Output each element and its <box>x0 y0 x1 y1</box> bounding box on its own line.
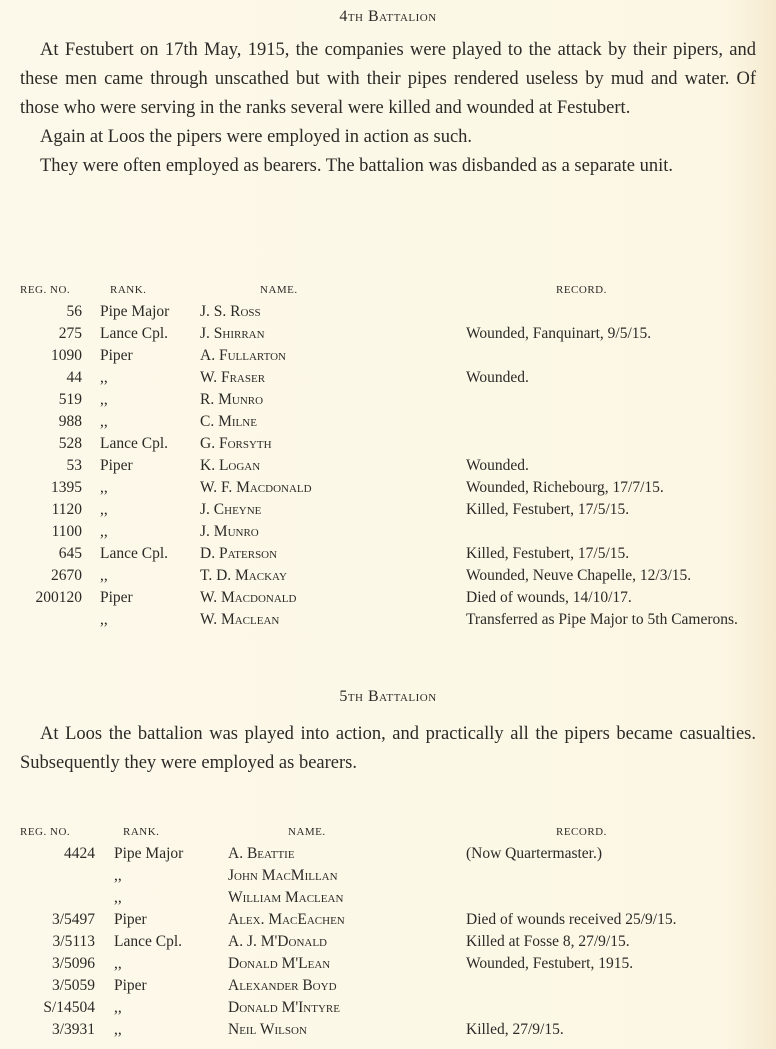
rank: ,, <box>100 611 108 628</box>
table-row <box>0 609 776 631</box>
name: A. Beattie <box>228 845 295 862</box>
table-row <box>0 301 776 323</box>
table-row <box>0 587 776 609</box>
table-header <box>0 279 776 301</box>
rank: ,, <box>114 889 122 906</box>
rank: Piper <box>100 589 133 606</box>
reg-no: 3/5096 <box>51 955 95 972</box>
record: Wounded, Richebourg, 17/7/15. <box>466 479 664 496</box>
record <box>466 997 756 1019</box>
reg-no: 3/5059 <box>51 977 95 994</box>
record: Wounded, Festubert, 1915. <box>466 955 634 972</box>
reg-no: 53 <box>66 457 82 474</box>
table-row <box>0 1019 776 1041</box>
section-title-4th-battalion: 4th Battalion <box>339 8 437 25</box>
reg-no: 275 <box>58 325 82 342</box>
record: Killed at Fosse 8, 27/9/15. <box>466 933 630 950</box>
name: W. Maclean <box>200 611 280 628</box>
rank: Piper <box>114 911 147 928</box>
record <box>466 975 756 997</box>
reg-no: 519 <box>58 391 82 408</box>
record: Wounded. <box>466 457 529 474</box>
rank: Pipe Major <box>100 303 170 320</box>
name: W. Fraser <box>200 369 266 386</box>
reg-no: 1100 <box>51 523 82 540</box>
name: J. Shirran <box>200 325 265 342</box>
record: Killed, 27/9/15. <box>466 1021 564 1038</box>
section-text-4th <box>20 36 756 181</box>
record <box>466 389 756 411</box>
table-row <box>0 433 776 455</box>
name: A. J. M'Donald <box>228 933 327 950</box>
table-row <box>0 953 776 975</box>
name: Alex. MacEachen <box>228 911 345 928</box>
name: T. D. Mackay <box>200 567 287 584</box>
name: C. Milne <box>200 413 257 430</box>
column-header: REG. NO. <box>20 284 71 296</box>
table-row <box>0 499 776 521</box>
section-text-5th <box>20 720 756 778</box>
roster-table-5th <box>0 821 776 1041</box>
rank: Lance Cpl. <box>100 545 169 562</box>
table-row <box>0 411 776 433</box>
name: R. Munro <box>200 391 264 408</box>
table-row <box>0 389 776 411</box>
table-row <box>0 345 776 367</box>
table-row <box>0 843 776 865</box>
record <box>466 411 756 433</box>
reg-no <box>0 887 95 909</box>
rank: Piper <box>100 347 133 364</box>
name: John MacMillan <box>228 867 338 884</box>
record <box>466 521 756 543</box>
table-row <box>0 909 776 931</box>
paragraph: Again at Loos the pipers were employed in action as such. <box>40 127 473 147</box>
paragraph: They were often employed as bearers. The battalion was disbanded as a separate unit. <box>40 156 674 176</box>
reg-no: S/14504 <box>43 999 95 1016</box>
reg-no: 44 <box>66 369 82 386</box>
record <box>466 865 756 887</box>
table-row <box>0 975 776 997</box>
reg-no: 3/3931 <box>51 1021 95 1038</box>
table-row <box>0 565 776 587</box>
name: Alexander Boyd <box>228 977 337 994</box>
section-title-5th-battalion: 5th Battalion <box>339 688 437 705</box>
table-row <box>0 521 776 543</box>
table-header <box>0 821 776 843</box>
table-row <box>0 931 776 953</box>
rank: ,, <box>100 567 108 584</box>
rank: Piper <box>100 457 133 474</box>
table-row <box>0 477 776 499</box>
reg-no: 528 <box>58 435 82 452</box>
record <box>466 301 756 323</box>
name: G. Forsyth <box>200 435 272 452</box>
rank: Piper <box>114 977 147 994</box>
record: Killed, Festubert, 17/5/15. <box>466 545 630 562</box>
rank: ,, <box>100 501 108 518</box>
name: Donald M'Intyre <box>228 999 340 1016</box>
reg-no: 3/5113 <box>52 933 95 950</box>
table-row <box>0 323 776 345</box>
paragraph: At Loos the battalion was played into action, and practically all the pipers became casualties. Subsequently they were employed as bearers. <box>20 724 756 773</box>
rank: ,, <box>114 955 122 972</box>
rank: ,, <box>100 479 108 496</box>
column-header: RANK. <box>123 826 160 838</box>
reg-no: 2670 <box>51 567 82 584</box>
table-row <box>0 887 776 909</box>
column-header: RANK. <box>110 284 147 296</box>
record: Wounded, Fanquinart, 9/5/15. <box>466 325 652 342</box>
rank: Lance Cpl. <box>100 325 169 342</box>
table-row <box>0 997 776 1019</box>
column-header: RECORD. <box>556 284 607 296</box>
rank: ,, <box>100 369 108 386</box>
record: Wounded. <box>466 369 529 386</box>
record: Wounded, Neuve Chapelle, 12/3/15. <box>466 567 692 584</box>
reg-no: 1120 <box>51 501 82 518</box>
column-header: REG. NO. <box>20 826 71 838</box>
table-row <box>0 367 776 389</box>
name: K. Logan <box>200 457 261 474</box>
name: W. F. Macdonald <box>200 479 312 496</box>
rank: ,, <box>114 867 122 884</box>
record: Transferred as Pipe Major to 5th Camerons. <box>466 611 738 628</box>
reg-no <box>0 609 82 631</box>
table-row <box>0 865 776 887</box>
name: J. Munro <box>200 523 259 540</box>
record <box>466 345 756 367</box>
paragraph: At Festubert on 17th May, 1915, the companies were played to the attack by their pipers, and these men came through unscathed but with their pipes rendered useless by mud and water. Of those who were serving in the ranks several were killed and wounded at Festubert. <box>20 40 756 118</box>
reg-no: 3/5497 <box>51 911 95 928</box>
name: Neil Wilson <box>228 1021 307 1038</box>
record <box>466 887 756 909</box>
column-header: RECORD. <box>556 826 607 838</box>
roster-table-4th <box>0 279 776 631</box>
record: Killed, Festubert, 17/5/15. <box>466 501 630 518</box>
reg-no: 645 <box>58 545 82 562</box>
reg-no <box>0 865 95 887</box>
rank: ,, <box>114 999 122 1016</box>
reg-no: 1395 <box>51 479 82 496</box>
name: D. Paterson <box>200 545 278 562</box>
record: Died of wounds received 25/9/15. <box>466 911 677 928</box>
name: A. Fullarton <box>200 347 286 364</box>
rank: ,, <box>100 523 108 540</box>
name: William Maclean <box>228 889 344 906</box>
name: J. S. Ross <box>200 303 261 320</box>
reg-no: 1090 <box>51 347 82 364</box>
table-row <box>0 455 776 477</box>
name: J. Cheyne <box>200 501 262 518</box>
name: W. Macdonald <box>200 589 297 606</box>
rank: Pipe Major <box>114 845 184 862</box>
rank: ,, <box>100 413 108 430</box>
reg-no: 200120 <box>35 589 82 606</box>
name: Donald M'Lean <box>228 955 331 972</box>
record <box>466 433 756 455</box>
rank: Lance Cpl. <box>100 435 169 452</box>
rank: ,, <box>114 1021 122 1038</box>
reg-no: 4424 <box>64 845 95 862</box>
table-row <box>0 543 776 565</box>
rank: Lance Cpl. <box>114 933 183 950</box>
reg-no: 56 <box>66 303 82 320</box>
column-header: NAME. <box>288 826 326 838</box>
rank: ,, <box>100 391 108 408</box>
column-header: NAME. <box>260 284 298 296</box>
record: (Now Quartermaster.) <box>466 845 603 862</box>
record: Died of wounds, 14/10/17. <box>466 589 632 606</box>
reg-no: 988 <box>58 413 82 430</box>
